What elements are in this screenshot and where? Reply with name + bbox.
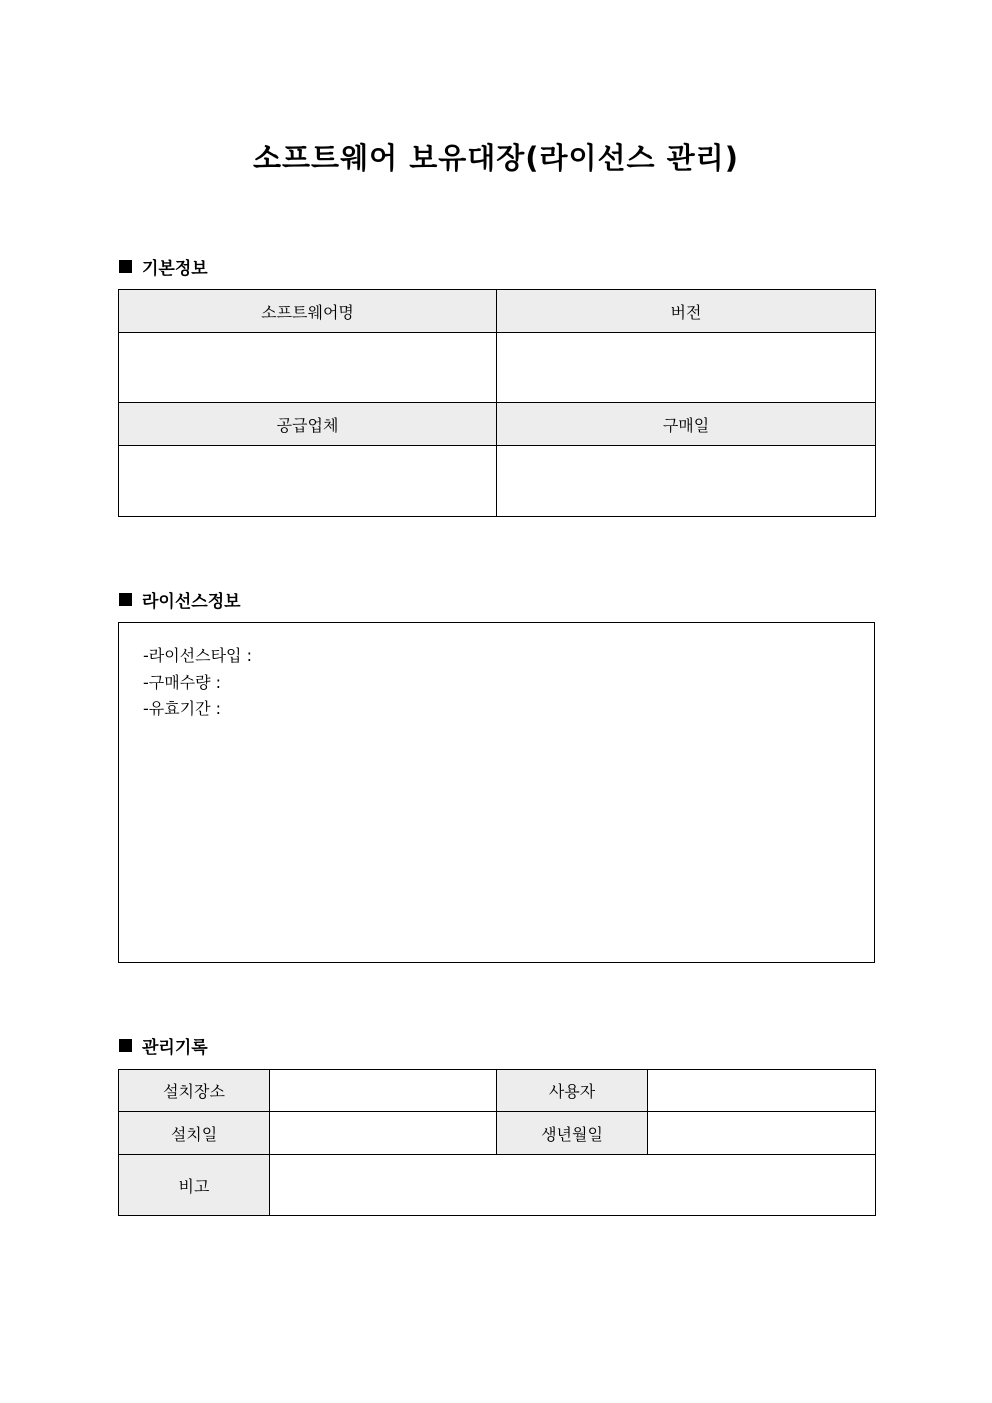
page-title: 소프트웨어 보유대장(라이선스 관리) (253, 141, 739, 175)
user-label: 사용자 (497, 1070, 648, 1112)
license-info-lines (143, 643, 252, 723)
supplier-field[interactable] (119, 446, 497, 517)
license-info-heading-label: 라이선스정보 (142, 592, 241, 612)
supplier-label: 공급업체 (119, 403, 497, 446)
software-name-field[interactable] (119, 333, 497, 403)
install-date-field[interactable] (270, 1112, 497, 1155)
square-bullet-icon (119, 260, 132, 273)
install-date-label: 설치일 (119, 1112, 270, 1155)
license-type-line: -라이선스타입 : (143, 646, 252, 665)
version-label: 버전 (497, 290, 876, 333)
install-location-label: 설치장소 (119, 1070, 270, 1112)
management-heading (119, 1033, 208, 1058)
basic-info-table (118, 289, 876, 517)
version-field[interactable] (497, 333, 876, 403)
square-bullet-icon (119, 1039, 132, 1052)
purchase-date-field[interactable] (497, 446, 876, 517)
management-heading-label: 관리기록 (142, 1038, 208, 1058)
square-bullet-icon (119, 593, 132, 606)
user-field[interactable] (648, 1070, 876, 1112)
management-table (118, 1069, 876, 1216)
purchase-date-label: 구매일 (497, 403, 876, 446)
validity-period-line: -유효기간 : (143, 699, 222, 718)
purchase-quantity-line: -구매수량 : (143, 672, 222, 692)
basic-info-heading (119, 254, 208, 279)
birth-date-label: 생년월일 (497, 1112, 648, 1155)
license-info-heading (119, 587, 241, 612)
license-info-box[interactable] (118, 622, 875, 963)
remarks-field[interactable] (270, 1155, 876, 1216)
basic-info-heading-label: 기본정보 (142, 259, 208, 279)
remarks-label: 비고 (119, 1155, 270, 1216)
install-location-field[interactable] (270, 1070, 497, 1112)
birth-date-field[interactable] (648, 1112, 876, 1155)
software-name-label: 소프트웨어명 (119, 290, 497, 333)
